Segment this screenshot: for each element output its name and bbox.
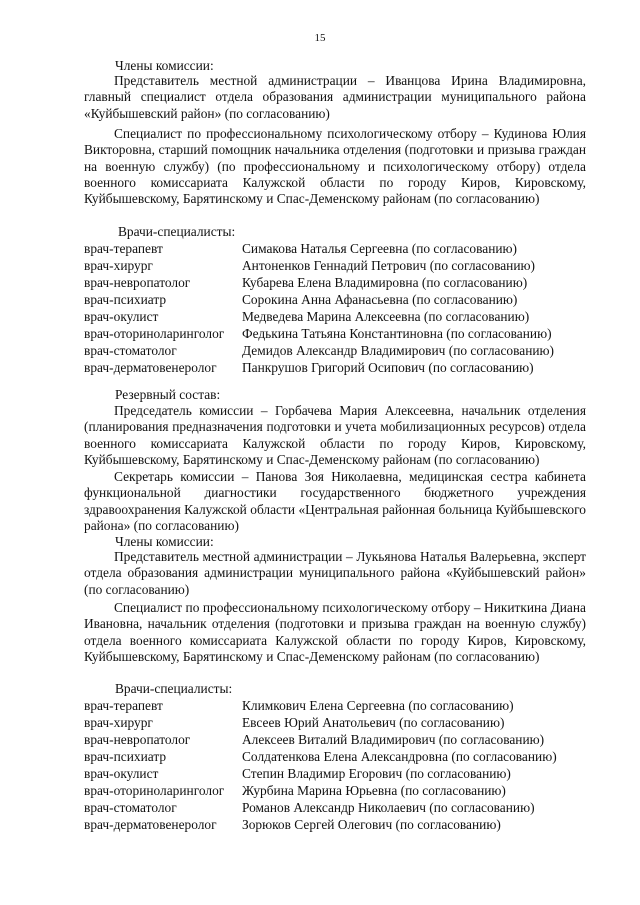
doctor-role: врач-невропатолог (84, 275, 191, 290)
reserve-heading: Резервный состав: (115, 387, 221, 402)
doctors-heading: Врачи-специалисты: (118, 224, 236, 239)
doctor-name: Евсеев Юрий Анатольевич (по согласованию) (242, 715, 505, 730)
doctor-name: Антоненков Геннадий Петрович (по согласованию) (242, 258, 535, 273)
members-heading: Члены комиссии: (115, 58, 214, 73)
doctor-name: Панкрушов Григорий Осипович (по согласованию) (242, 360, 534, 375)
doctor-role: врач-психиатр (84, 292, 167, 307)
doctor-name: Солдатенкова Елена Александровна (по согласованию) (242, 749, 557, 764)
doctor-role: врач-дерматовенеролог (84, 360, 217, 375)
doctor-role: врач-терапевт (84, 698, 163, 713)
psych-specialist-paragraph: Специалист по профессиональному психологическому отбору – Никиткина Диана Ивановна, начальник отделения (подготовки и призыва граждан на военную службу) отдела военного комиссариата Калужской области по городу Киров, Кировскому, Куйбышевскому, Барятинскому и Спас-Деменскому районам (по согласованию) (84, 600, 586, 664)
chair-paragraph: Председатель комиссии – Горбачева Мария Алексеевна, начальник отделения (планирования предназначения подготовки и учета мобилизационных ресурсов) отдела военного комиссариата Калужской области по городу Киров, Кировскому, Куйбышевскому, Барятинскому и Спас-Деменскому районам (по согласованию) (84, 403, 586, 467)
doctor-name: Журбина Марина Юрьевна (по согласованию) (242, 783, 506, 798)
doctor-role: врач-терапевт (84, 241, 163, 256)
doctor-name: Алексеев Виталий Владимирович (по согласованию) (242, 732, 545, 747)
doctor-role: врач-хирург (84, 258, 153, 273)
admin-rep-paragraph: Представитель местной администрации – Иванцова Ирина Владимировна, главный специалист отдела образования администрации муниципального района «Куйбышевский район» (по согласованию) (84, 73, 586, 121)
doctor-role: врач-окулист (84, 766, 159, 781)
doctor-role: врач-дерматовенеролог (84, 817, 217, 832)
members-heading: Члены комиссии: (115, 534, 214, 549)
page-number: 15 (314, 32, 326, 44)
psych-specialist-paragraph: Специалист по профессиональному психологическому отбору – Кудинова Юлия Викторовна, старший помощник начальника отделения (подготовки и призыва граждан на военную службу) (по профессиональному и психологическому отбору) отдела военного комиссариата Калужской области по городу Киров, Кировскому, Куйбышевскому, Барятинскому и Спас-Деменскому районам (по согласованию) (84, 126, 586, 207)
doctor-role: врач-хирург (84, 715, 153, 730)
doctor-role: врач-оториноларинголог (84, 326, 225, 341)
doctor-name: Демидов Александр Владимирович (по согласованию) (242, 343, 555, 358)
doctor-name: Зорюков Сергей Олегович (по согласованию) (242, 817, 501, 832)
doctor-role: врач-стоматолог (84, 800, 177, 815)
doctor-role: врач-оториноларинголог (84, 783, 225, 798)
doctors-heading: Врачи-специалисты: (115, 681, 233, 696)
doctor-name: Медведева Марина Алексеевна (по согласованию) (242, 309, 530, 324)
doctor-name: Федькина Татьяна Константиновна (по согласованию) (242, 326, 552, 341)
doctor-name: Кубарева Елена Владимировна (по согласованию) (242, 275, 528, 290)
secretary-paragraph: Секретарь комиссии – Панова Зоя Николаевна, медицинская сестра кабинета функциональной диагностики государственного бюджетного учреждения здравоохранения Калужской области «Центральная районная больница Куйбышевского района» (по согласованию) (84, 469, 586, 533)
doctor-role: врач-окулист (84, 309, 159, 324)
doctor-role: врач-невропатолог (84, 732, 191, 747)
doctor-name: Степин Владимир Егорович (по согласованию) (242, 766, 511, 781)
doctor-name: Симакова Наталья Сергеевна (по согласованию) (242, 241, 518, 256)
doctor-name: Климкович Елена Сергеевна (по согласованию) (242, 698, 514, 713)
doctor-name: Сорокина Анна Афанасьевна (по согласованию) (242, 292, 518, 307)
doctor-role: врач-стоматолог (84, 343, 177, 358)
doctor-name: Романов Александр Николаевич (по согласованию) (242, 800, 535, 815)
doctor-role: врач-психиатр (84, 749, 167, 764)
admin-rep-paragraph: Представитель местной администрации – Лукьянова Наталья Валерьевна, эксперт отдела образования администрации муниципального района «Куйбышевский район» (по согласованию) (84, 549, 586, 597)
